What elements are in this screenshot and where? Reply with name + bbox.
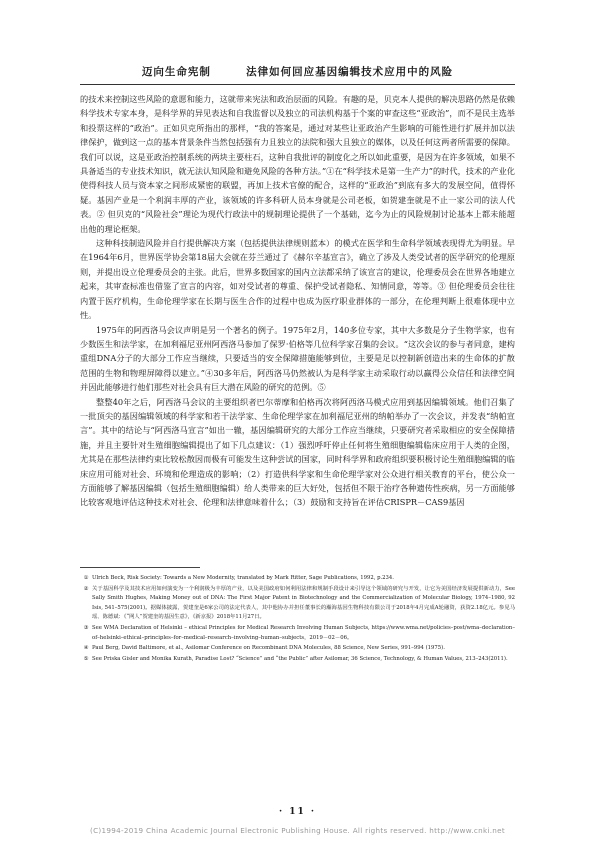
header-author: 迈向生命宪制: [141, 66, 211, 78]
footnote-mark: ④: [83, 645, 89, 652]
footnote-mark: ③: [83, 624, 89, 631]
paragraph-4-text: 整整40年之后，阿西洛马会议的主要组织者巴尔蒂摩和伯格再次将阿西洛马模式应用到基因编辑领域。他们召集了一批顶尖的基因编辑领域的科学家和若干法学家、生命伦理学家在加利福尼亚州的纳帕举办了一次会议，并发表“纳帕宣言”。其中的结论与“阿西洛马宣言”如出一辙，基因编辑研究的大部分工作应当继续，只要研究者采取相应的安全保障措施，并且主要针对生殖细胞编辑提出了如下几点建议：（1）强烈呼吁停止任何将生殖细胞编辑临床应用于人类的企图，尤其是在那些法律约束比较松散因而极有可能发生这种尝试的国家，同时科学界和政府组织要积极讨论生殖细胞编辑的临床应用可能对社会、环境和伦理造成的影响；（2）打造供科学家和生命伦理学家对公众进行相关教育的平台，使公众一方面能够了解基因编辑（包括生殖细胞编辑）给人类带来的巨大好处，包括但不限于治疗各种遗传性疾病，另一方面能够比较客观地评估这种技术对社会、伦理和法律意味着什么；（3）鼓励和支持旨在评估: [80, 396, 515, 508]
footnote-text: See WMA Declaration of Helsinki – ethical Principles for Medical Research Involving Human Subjects, https://www.wma.net/policies–post/wma–declaration–of–helsinki–ethical–principles–for–medical–research–involving–human–subjects，2019－02－06。: [92, 624, 515, 641]
footnote-1: [80, 574, 515, 584]
article-body: [80, 92, 515, 510]
footnote-text: 关于基因科学及其技术应用如何演变为一个利润极为丰厚的产业，以及美国政府如何利用法律和规制手段设计来引导这个领域的研究与开发，让它为美国经济发展提供新动力，See Sally Smith Hughes, Making Money out of DNA: The First Major Patent in Biotechnology and the Commercialization of Molecular Biology, 1974–1980, 92 Isis, 541–575(2001)。据媒体披露，贺建奎是6家公司的法定代表人，其中他协办并担任董事长的瀚海基因生物科技有限公司于2018年4月完成A轮融资，获资2.18亿元。参见马瑶、陈德斌：《“网人”贺建奎的基因生意》，《新京报》2018年11月27日。: [92, 585, 515, 621]
footnote-mark: ⑤: [83, 655, 89, 662]
footnote-mark: ①: [83, 575, 89, 581]
paragraph-4-tail: 基因: [448, 497, 465, 508]
paragraph-4: [80, 395, 515, 510]
footnote-2: [80, 585, 515, 623]
running-header: [80, 64, 515, 79]
footnotes: [80, 574, 515, 665]
paragraph-3: 1975年的阿西洛马会议声明是另一个著名的例子。1975年2月，140多位专家，其中大多数是分子生物学家，也有少数医生和法学家，在加利福尼亚州阿西洛马参加了保罗·伯格等几位科学家召集的会议。“这次会议的参与者同意，建构重组DNA分子的大部分工作应当继续，只要适当的安全保障措施能够到位，主要是足以控制新创造出来的生命体的扩散范围的生物和物理屏障得以建立。”④30多年后，阿西洛马仍然被认为是科学家主动采取行动以赢得公众信任和法律空间并因此能够进行他们那些对社会具有巨大潜在风险的研究的范例。⑤: [80, 324, 515, 393]
footnote-5: [80, 655, 515, 665]
paragraph-2: 这种科技制造风险并自行提供解决方案（包括提供法律规则蓝本）的模式在医学和生命科学领域表现得尤为明显。早在1964年6月，世界医学协会第18届大会就在芬兰通过了《赫尔辛基宣言》，确立了涉及人类受试者的医学研究的伦理原则，并提出设立伦理委员会的主张。此后，世界多数国家的国内立法都采纳了该宣言的建议，伦理委员会在世界各地建立起来，其审查标准也借鉴了宣言的内容，如对受试者的尊重、保护受试者隐私、知情同意，等等。③ 但伦理委员会往往内置于医疗机构，生命伦理学家在长期与医生合作的过程中也成为医疗职业群体的一部分，在伦理判断上很难体现中立性。: [80, 238, 515, 321]
footnote-text: Ulrich Beck, Risk Society: Towards a New Modernity, translated by Mark Ritter, Sage Publications, 1992, p.234.: [92, 575, 394, 581]
crispr-term: CRISPR－CAS9: [384, 497, 449, 508]
paragraph-1: 的技术来控制这些风险的意愿和能力，这就带来宪法和政治层面的风险。有趣的是，贝克本人提供的解决思路仍然是依赖科学技术专家本身，是科学界的异见表达和自我监督以及独立的司法机构基于个案的审查这些“亚政治”，而不是民主选举和投票这样的“政治”。正如贝克所指出的那样，“我的答案是，通过对某些让亚政治产生影响的可能性进行扩展并加以法律保护，做到这一点的基本背景条件当然包括强有力且独立的法院和强大且独立的媒体，以及任何这两者所需要的保障。我们可以说，这是亚政治控制系统的两块主要柱石，这种自我批评的制度化之所以如此重要，是因为在许多领域，如果不具备适当的专业技术知识，就无法认知风险和避免风险的各种方法。”①在“科学技术是第一生产力”的时代，技术的产业化使得科技人员与资本家之间形成紧密的联盟，再加上技术官僚的配合，这样的“亚政治”到底有多大的发展空间，值得怀疑。基因产业是一个利润丰厚的产业，该领域的许多科研人员本身就是公司老板，如贺建奎就是不止一家公司的法人代表。② 但贝克的“风险社会”理论为现代行政法中的规制理论提供了一个基础，迄今为止的风险规制讨论基本上都未能超出他的理论框架。: [80, 94, 515, 234]
footnote-mark: ②: [83, 585, 89, 592]
copyright-notice: (C)1994-2019 China Academic Journal Electronic Publishing House. All rights reserved. http://www.cnki.net: [89, 826, 506, 835]
footnote-rule: [80, 567, 200, 568]
header-rule: [80, 84, 515, 85]
page-number: · 11 ·: [278, 807, 317, 817]
footnote-text: Paul Berg, David Baltimore, et al., Asilomar Conference on Recombinant DNA Molecules, 88 Science, New Series, 991–994 (1975).: [92, 645, 445, 652]
footnote-3: [80, 624, 515, 643]
header-title: 法律如何回应基因编辑技术应用中的风险: [246, 66, 454, 78]
footnote-text: See Priska Gisler and Monika Kurath, Paradise Lost? “Science” and “the Public” after Asilomar, 36 Science, Technology, & Human Values, 213–243(2011).: [92, 655, 508, 662]
footnote-4: [80, 644, 515, 654]
